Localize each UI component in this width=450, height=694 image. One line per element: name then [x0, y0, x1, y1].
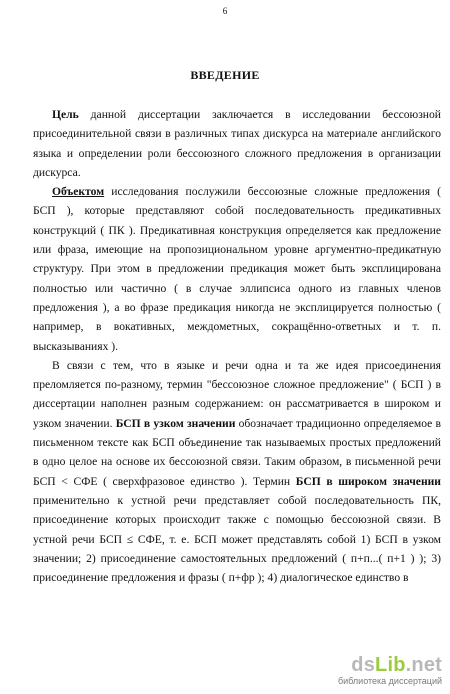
- broad-meaning-term: БСП в широком значении: [295, 474, 441, 488]
- body-text: [33, 105, 441, 587]
- object-label: Объектом: [52, 185, 105, 199]
- paragraph-goal: [33, 105, 441, 182]
- watermark-logo: dsLib.net: [351, 654, 442, 676]
- goal-text: данной диссертации заключается в исследовании бессоюзной присоединительной связи в различных типах дискурса на материале английского языка и определении роли бессоюзного сложного предложения в организации дискурса.: [33, 108, 441, 179]
- terms-text-3: применительно к устной речи представляет собой последовательность ПК, присоединение которых происходит также с помощью бессоюзной связи. В устной речи БСП ≤ СФЕ, т. е. БСП может представлять собой 1) БСП в узком значении; 2) присоединение самостоятельных предложений ( п+п...( п+1 ) ); 3) присоединение предложения и фразы ( п+фр ); 4) диалогическое единство в: [33, 493, 441, 585]
- narrow-meaning-term: БСП в узком значении: [115, 416, 236, 430]
- page-title: ВВЕДЕНИЕ: [190, 68, 260, 82]
- paragraph-terms: [33, 356, 441, 588]
- paragraph-object: [33, 182, 441, 356]
- object-text: исследования послужили бессоюзные сложные предложения ( БСП ), которые представляют собой последовательность предикативных конструкций ( ПК ). Предикативная конструкция определяется как предложение или фраза, имеющие на пропозициональном уровне аргументно-предикатную структуру. При этом в предложении предикация может быть эксплицирована полностью или частично ( в случае эллипсиса одного из главных членов предложения ), а во фразе предикация никогда не эксплицируется полностью ( например, в вокативных, междометных, сокращённо-ответных и т. п. высказываниях ).: [33, 185, 441, 353]
- watermark-caption: библиотека диссертаций: [337, 676, 442, 686]
- page-number: 6: [222, 6, 228, 16]
- terms-text-1: В связи с тем, что в языке и речи одна и та же идея присоединения преломляется по-разному, термин "бессоюзное сложное предложение" ( БСП ) в диссертации наполнен разным содержанием: он рассматривается в широком и узком значении.: [33, 358, 441, 430]
- goal-label: Цель: [52, 108, 79, 121]
- dslib-watermark: [322, 654, 442, 688]
- terms-text-2: обозначает традиционно определяемое в письменном тексте как БСП объединение так называемых простых предложений в одно целое на основе их бессоюзной связи. Таким образом, в письменной речи БСП < СФЕ ( сверхфразовое единство ). Термин: [33, 416, 441, 488]
